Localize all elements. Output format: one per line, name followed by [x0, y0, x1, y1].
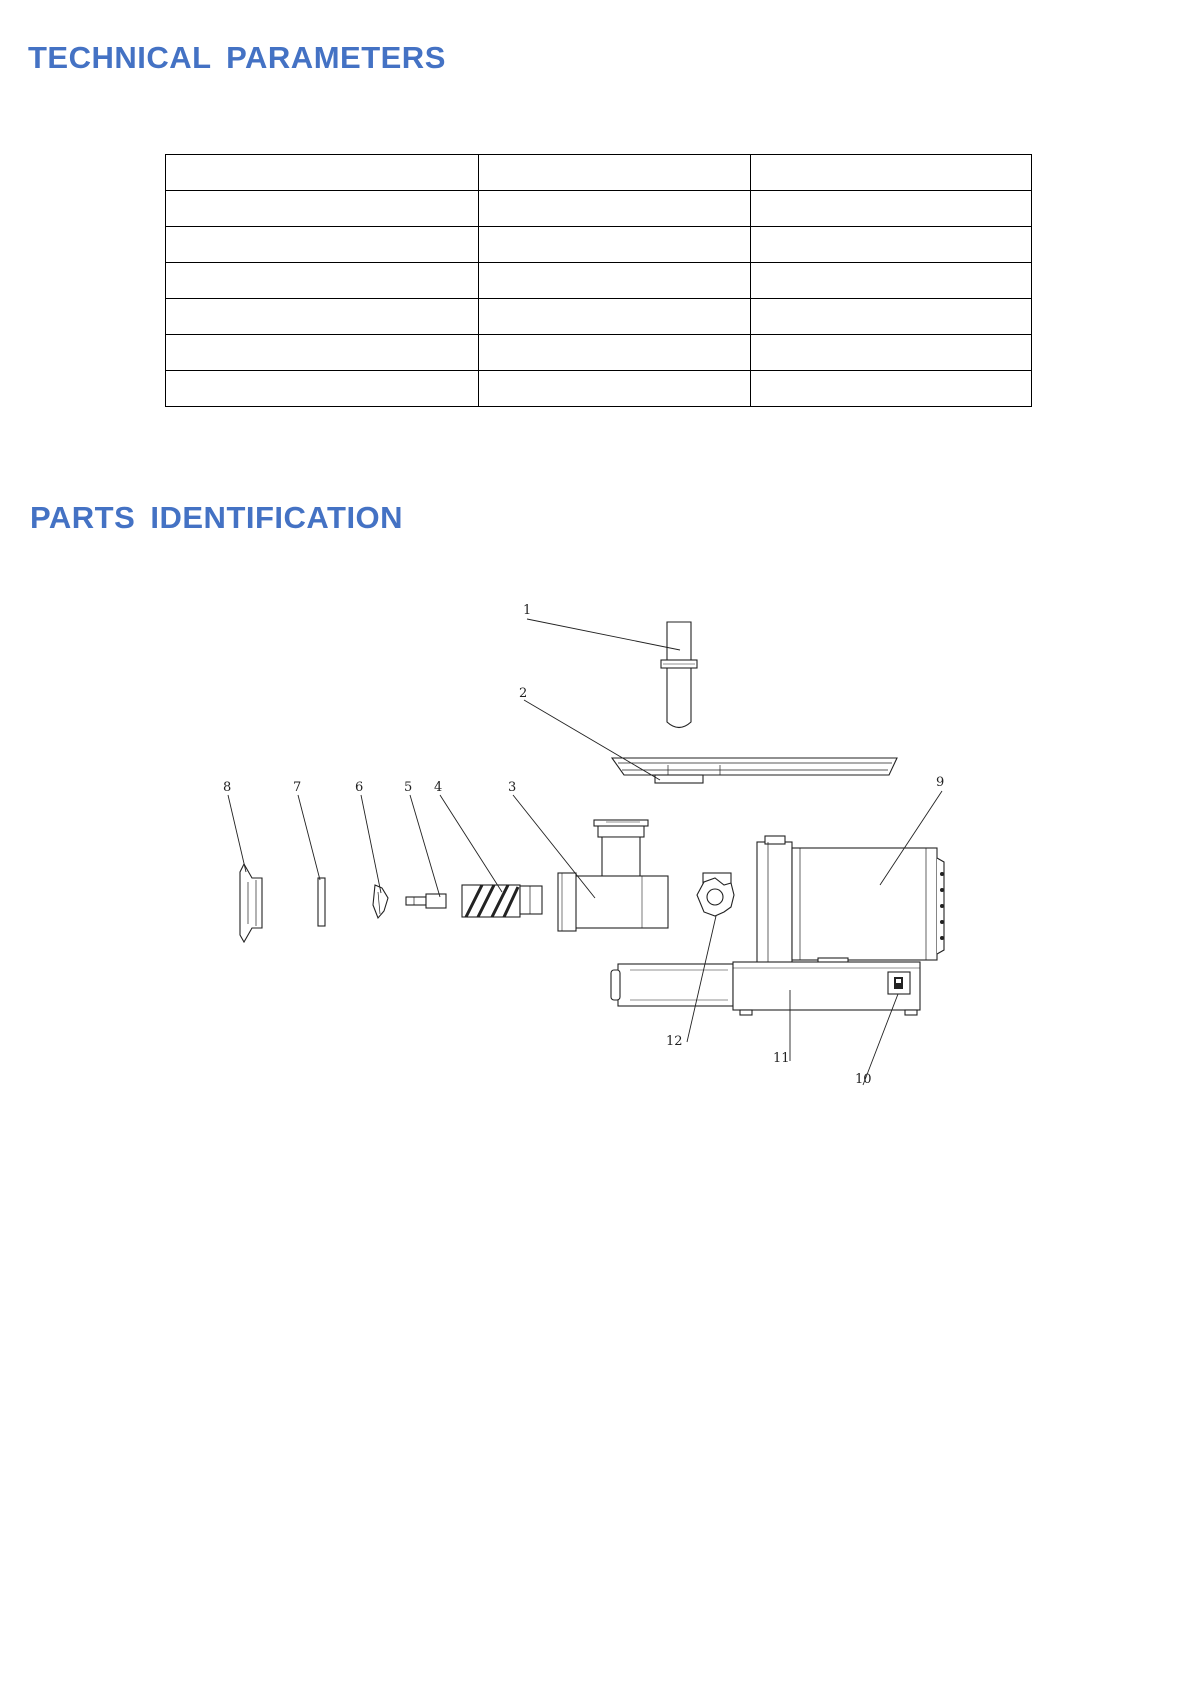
table-row	[166, 263, 1032, 299]
table-cell	[166, 371, 479, 407]
part-1-pusher	[661, 622, 697, 728]
table-row	[166, 155, 1032, 191]
table-row	[166, 299, 1032, 335]
part-number-1: 1	[523, 603, 532, 618]
table-cell	[479, 335, 751, 371]
table-row	[166, 227, 1032, 263]
table-cell	[751, 335, 1032, 371]
technical-parameters-table	[165, 154, 1032, 407]
table-cell	[166, 335, 479, 371]
part-number-12: 12	[666, 1034, 683, 1049]
table-cell	[751, 191, 1032, 227]
table-cell	[479, 371, 751, 407]
table-cell	[166, 263, 479, 299]
part-10-switch	[888, 972, 910, 994]
part-12-knob	[697, 873, 734, 916]
table-cell	[479, 155, 751, 191]
table-cell	[166, 299, 479, 335]
part-4-auger	[462, 885, 542, 917]
part-number-2: 2	[519, 686, 528, 701]
part-7-plate	[318, 878, 325, 926]
part-number-6: 6	[355, 780, 364, 795]
part-number-3: 3	[508, 780, 517, 795]
part-number-4: 4	[434, 780, 443, 795]
table-cell	[166, 227, 479, 263]
parts-identification-heading: PARTS IDENTIFICATION	[30, 500, 404, 535]
part-3-grinder-head	[558, 820, 668, 931]
part-number-10: 10	[855, 1072, 872, 1087]
table-cell	[479, 227, 751, 263]
table-row	[166, 371, 1032, 407]
parts-exploded-diagram	[200, 595, 960, 1105]
technical-parameters-heading: TECHNICAL PARAMETERS	[28, 40, 446, 75]
part-2-tray	[612, 758, 897, 783]
table-cell	[479, 299, 751, 335]
table-cell	[479, 263, 751, 299]
table-cell	[751, 371, 1032, 407]
part-11-base	[611, 962, 920, 1015]
part-number-labels	[223, 603, 944, 1087]
table-cell	[751, 263, 1032, 299]
table-cell	[166, 155, 479, 191]
table-cell	[479, 191, 751, 227]
part-9-motor	[757, 836, 944, 972]
part-number-5: 5	[404, 780, 413, 795]
table-cell	[751, 299, 1032, 335]
part-number-9: 9	[936, 775, 945, 790]
table-row	[166, 191, 1032, 227]
part-number-8: 8	[223, 780, 232, 795]
table-cell	[751, 227, 1032, 263]
part-number-7: 7	[293, 780, 302, 795]
table-cell	[751, 155, 1032, 191]
table-cell	[166, 191, 479, 227]
part-number-11: 11	[773, 1051, 790, 1066]
part-8-ring	[240, 864, 262, 942]
table-row	[166, 335, 1032, 371]
